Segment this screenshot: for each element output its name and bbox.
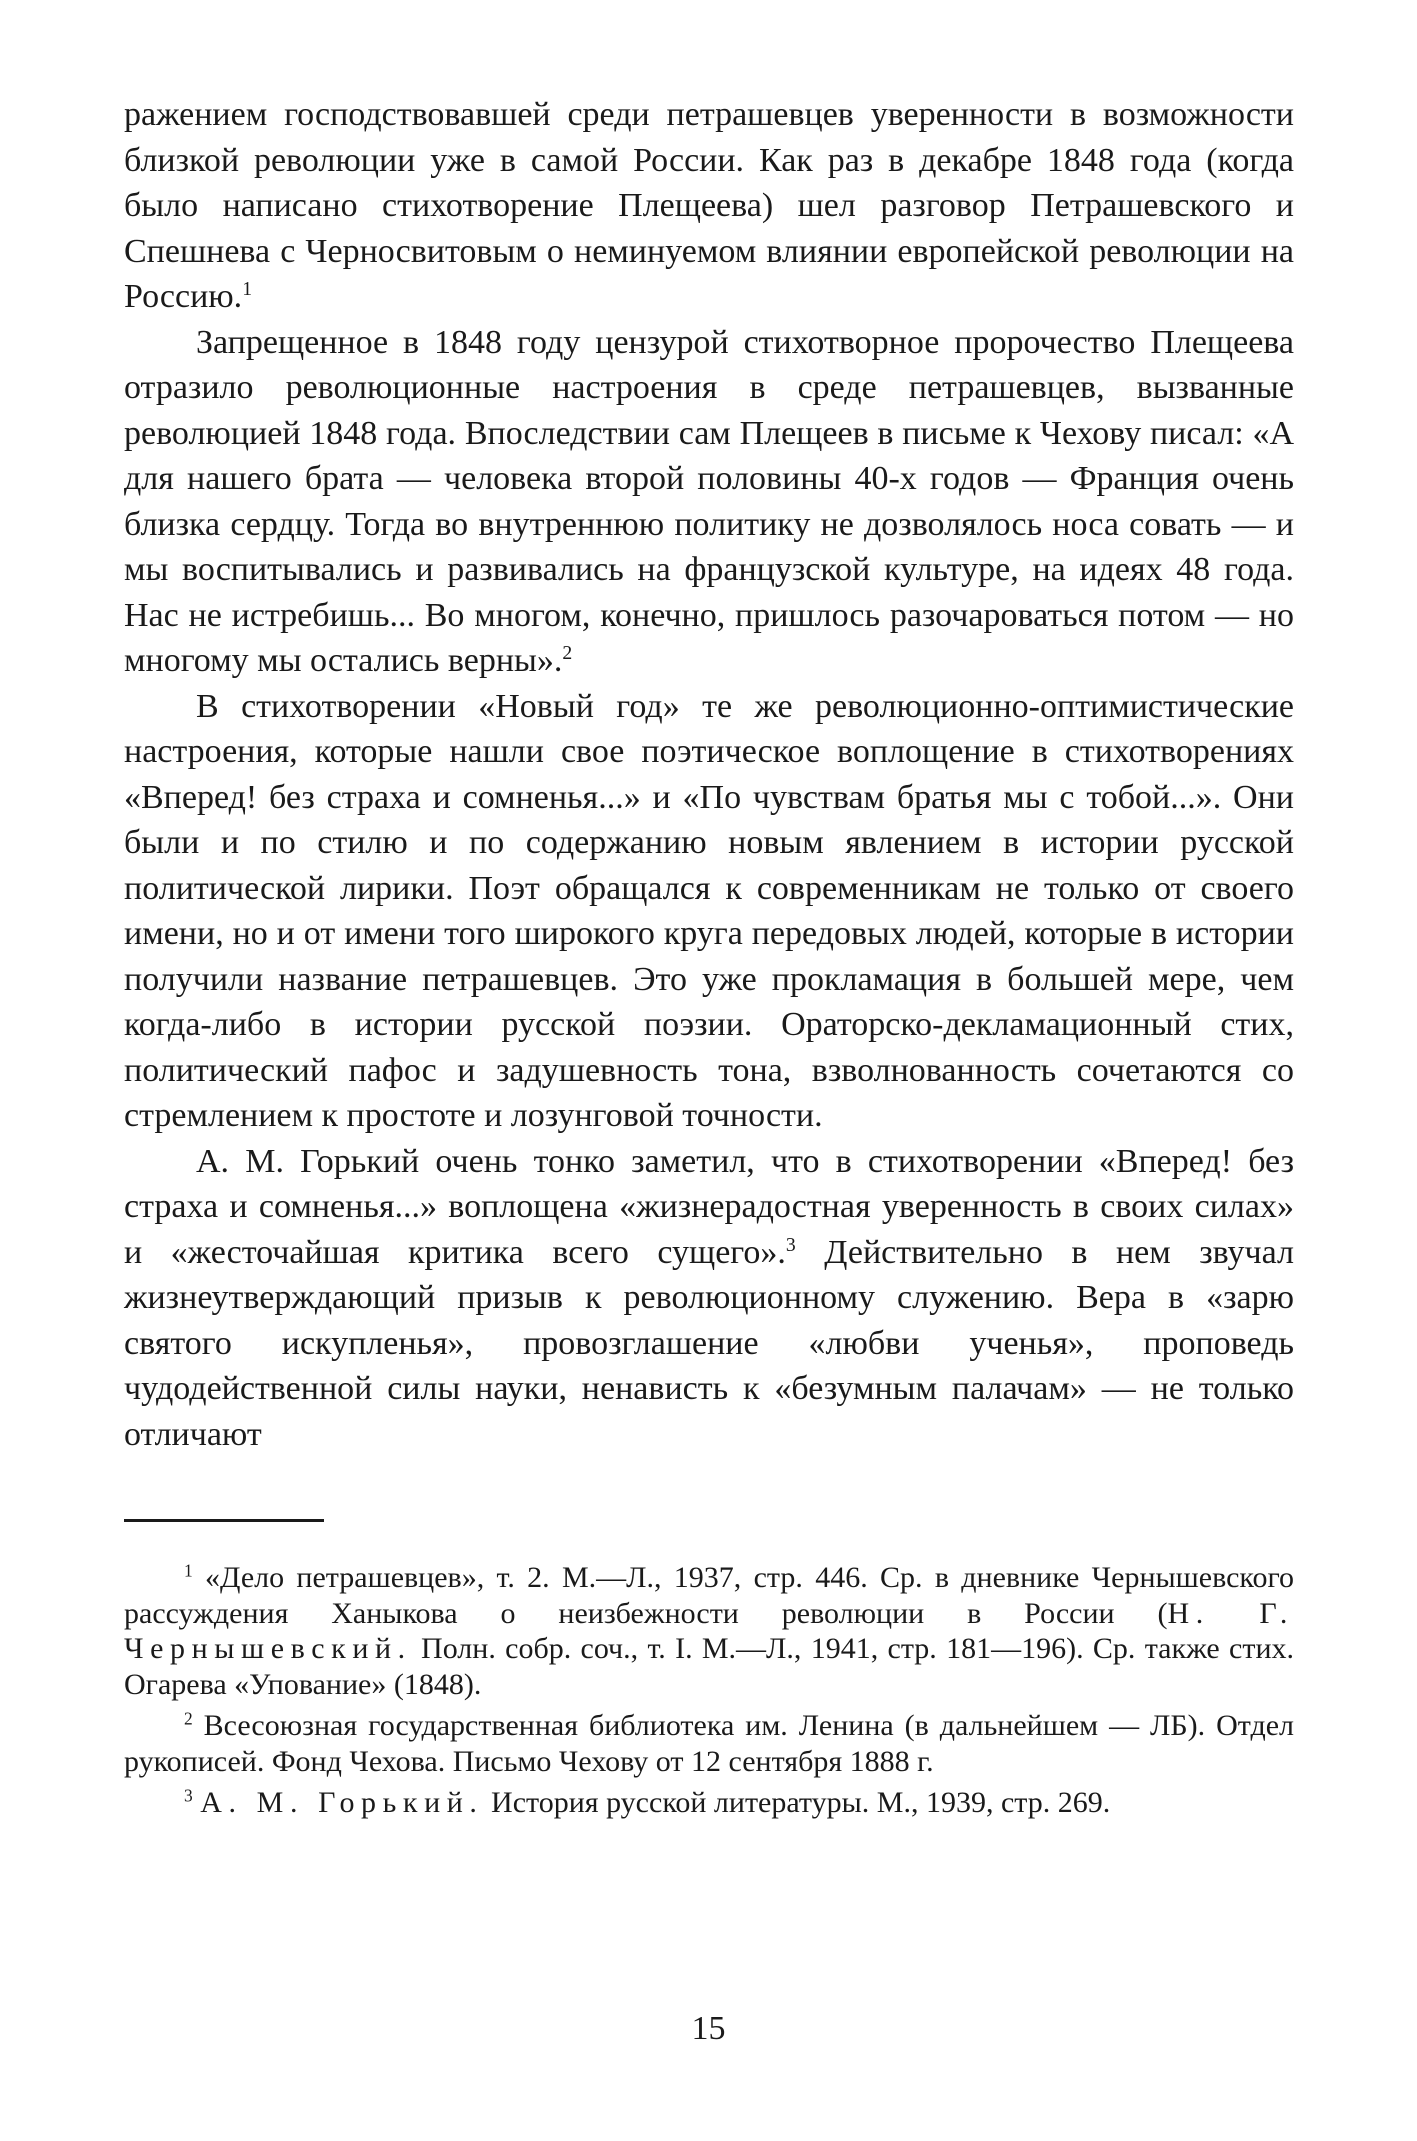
main-text xyxy=(124,92,1294,1457)
paragraph-3-text: В стихотворении «Новый год» те же революционно-оптимистические настроения, которые нашли свое поэтическое воплощение в стихотворениях «Вперед! без страха и сомненья...» и «По чувствам братья мы с тобой...». Они были и по стилю и по содержанию новым явлением в истории русской политической лирики. Поэт обращался к современникам не только от своего имени, но и от имени того широкого круга передовых людей, которые в истории получили название петрашевцев. Это уже прокламация в большей мере, чем когда-либо в истории русской поэзии. Ораторско-декламационный стих, политический пафос и задушевность тона, взволнованность сочетаются со стремлением к простоте и лозунговой точности. xyxy=(124,687,1294,1134)
footnotes xyxy=(124,1560,1294,1821)
footnote-mark-2[interactable]: 2 xyxy=(562,642,573,665)
paragraph-4 xyxy=(124,1139,1294,1458)
footnote-mark-1[interactable]: 1 xyxy=(242,278,253,301)
footnote-2-number: 2 xyxy=(184,1708,193,1729)
paragraph-1-text: ражением господствовавшей среди петрашевцев уверенности в возможности близкой революции уже в самой России. Как раз в декабре 1848 года (когда было написано стихотворение Плещеева) шел разговор Петрашевского и Спешнева с Черносвитовым о неминуемом влиянии европейской революции на Россию. xyxy=(124,96,1294,315)
footnote-2 xyxy=(124,1708,1294,1779)
paragraph-2 xyxy=(124,320,1294,684)
paragraph-4-continuation: Действительно в нем звучал жизнеутверждающий призыв к революционному служению. Вера в «зарю святого искупленья», провозглашение «любви ученья», проповедь чудодейственной силы науки, ненависть к «безумным палачам» — не только отличают xyxy=(124,1233,1295,1453)
paragraph-2-text: Запрещенное в 1848 году цензурой стихотворное пророчество Плещеева отразило революционные настроения в среде петрашевцев, вызванные революцией 1848 года. Впоследствии сам Плещеев в письме к Чехову писал: «А для нашего брата — человека второй половины 40-х годов — Франция очень близка сердцу. Тогда во внутреннюю политику не дозволялось носа совать — и мы воспитывались и развивались на французской культуре, на идеях 48 года. Нас не истребишь... Во многом, конечно, пришлось разочароваться потом — но многому мы остались верны». xyxy=(124,323,1294,679)
paragraph-3 xyxy=(124,684,1294,1139)
footnote-divider xyxy=(124,1519,324,1522)
footnote-1 xyxy=(124,1560,1294,1702)
footnote-1-text: «Дело петрашевцев», т. 2. М.—Л., 1937, стр. 446. Ср. в дневнике Чернышевского рассуждения Ханыкова о неизбежности революции в России ( xyxy=(124,1561,1294,1630)
footnote-3-text: История русской литературы. М., 1939, стр. 269. xyxy=(483,1786,1111,1819)
footnote-1-author: Н. Г. Чернышевский. xyxy=(124,1596,1294,1665)
page-content xyxy=(124,92,1294,1827)
footnote-2-text: Всесоюзная государственная библиотека им. Ленина (в дальнейшем — ЛБ). Отдел рукописей. Фонд Чехова. Письмо Чехову от 12 сентября 1888 г. xyxy=(124,1709,1295,1778)
page-number: 15 xyxy=(691,2010,726,2047)
paragraph-1 xyxy=(124,92,1294,320)
paragraph-4-text: А. М. Горький очень тонко заметил, что в стихотворении «Вперед! без страха и сомненья...» воплощена «жизнерадостная уверенность в своих силах» и «жесточайшая критика всего сущего». xyxy=(124,1142,1294,1271)
footnote-mark-3[interactable]: 3 xyxy=(785,1233,796,1256)
footnote-3-number: 3 xyxy=(184,1785,193,1806)
footnote-1-number: 1 xyxy=(184,1560,193,1581)
footnote-1-tail: Полн. собр. соч., т. I. М.—Л., 1941, стр. 181—196). Ср. также стих. Огарева «Упование» (1848). xyxy=(124,1632,1294,1701)
footnote-3 xyxy=(124,1785,1294,1821)
footnote-3-author: А. М. Горький. xyxy=(200,1786,484,1819)
